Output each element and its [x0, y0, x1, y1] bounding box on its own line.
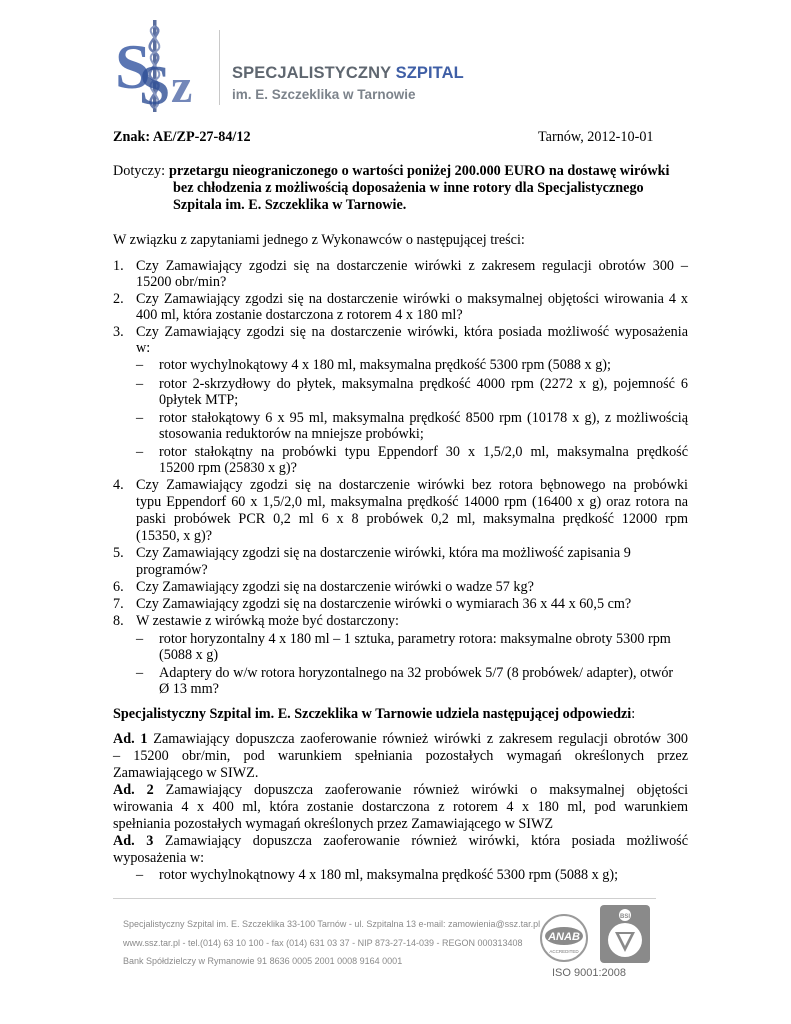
bullet-line: rotor wychylnokątowy 4 x 180 ml, maksymalna prędkość 5300 rpm (5088 x g);	[159, 357, 611, 373]
question-line: (15350, x g)?	[136, 528, 213, 544]
question-line: paski probówek PCR 0,2 ml 6 x 8 probówek 0,2 ml, maksymalna prędkość 12000 rpm	[136, 511, 688, 527]
answer-text: Zamawiający dopuszcza zaoferowanie również wirówki o maksymalnej objętości	[153, 782, 689, 798]
bullet-dash: –	[136, 444, 144, 460]
subject-line: Szpitala im. E. Szczeklika w Tarnowie.	[173, 197, 407, 213]
question-number: 3.	[113, 324, 124, 340]
question-line: Czy Zamawiający zgodzi się na dostarczenie wirówki o wadze 57 kg?	[136, 579, 534, 595]
question-line: w:	[136, 340, 151, 356]
bullet-dash: –	[136, 867, 144, 883]
answer-text: Zamawiający dopuszcza zaoferowanie również wirówki z zakresem regulacji obrotów 300	[147, 731, 688, 747]
question-number: 7.	[113, 596, 124, 612]
answers-heading-text: Specjalistyczny Szpital im. E. Szczeklika w Tarnowie udziela następującej odpowiedzi	[113, 706, 632, 722]
logo-divider	[219, 30, 220, 105]
answer-label: Ad. 1	[113, 731, 148, 747]
anab-accredited-icon	[541, 915, 587, 961]
svg-text:S: S	[139, 55, 171, 117]
bullet-dash: –	[136, 376, 144, 392]
answers-heading	[113, 706, 635, 723]
question-number: 6.	[113, 579, 124, 595]
footer-divider	[113, 898, 656, 899]
question-number: 1.	[113, 258, 124, 274]
question-line: 400 ml, która zostanie dostarczona z rotorem 4 x 180 ml?	[136, 307, 463, 323]
hospital-name-part2: SZPITAL	[395, 64, 464, 82]
question-line: Czy Zamawiający zgodzi się na dostarczenie wirówki bez rotora bębnowego na probówki	[136, 477, 688, 493]
answer-line	[113, 782, 688, 799]
footer-contacts: www.ssz.tar.pl - tel.(014) 63 10 100 - fax (014) 631 03 37 - NIP 873-27-14-039 - REGON 000313408	[123, 938, 523, 948]
bullet-dash: –	[136, 665, 144, 681]
footer-bank: Bank Spółdzielczy w Rymanowie 91 8636 0005 2001 0008 9164 0001	[123, 956, 403, 966]
iso-standard: ISO 9001:2008	[552, 967, 627, 979]
bullet-line: rotor stałokątowy 6 x 95 ml, maksymalna prędkość 8500 rpm (10178 x g), z możliwością	[159, 410, 688, 426]
answer-line: Zamawiającego w SIWZ.	[113, 765, 259, 781]
document-date: Tarnów, 2012-10-01	[538, 129, 654, 145]
question-number: 4.	[113, 477, 124, 493]
subject-prefix: Dotyczy:	[113, 163, 166, 179]
bsi-certification-icon	[600, 905, 650, 963]
question-line: W zestawie z wirówką może być dostarczony:	[136, 613, 399, 629]
hospital-name-part1: SPECJALISTYCZNY	[232, 64, 396, 82]
bullet-dash: –	[136, 631, 144, 647]
answer-line	[113, 731, 688, 748]
answer-line	[113, 833, 688, 850]
bullet-line: rotor 2-skrzydłowy do płytek, maksymalna prędkość 4000 rpm (2272 x g), pojemność 6	[159, 376, 688, 392]
answer-line: spełniania pozostałych wymagań określonych przez Zamawiającego w SIWZ	[113, 816, 554, 832]
question-line: Czy Zamawiający zgodzi się na dostarczenie wirówki, która ma możliwość zapisania 9	[136, 545, 631, 561]
question-line: Czy Zamawiający zgodzi się na dostarczenie wirówki o maksymalnej objętości wirowania 4 x	[136, 291, 688, 307]
bullet-dash: –	[136, 357, 144, 373]
bullet-line: Adaptery do w/w rotora horyzontalnego na 32 probówek 5/7 (8 probówek/ adapter), otwór	[159, 665, 674, 681]
question-line: programów?	[136, 562, 208, 578]
bullet-line: rotor horyzontalny 4 x 180 ml – 1 sztuka, parametry rotora: maksymalne obroty 5300 rpm	[159, 631, 671, 647]
intro-text: W związku z zapytaniami jednego z Wykonawców o następującej treści:	[113, 232, 525, 248]
svg-text:z: z	[171, 60, 193, 113]
answers-heading-colon: :	[631, 706, 636, 722]
svg-text:S: S	[115, 31, 151, 102]
question-number: 2.	[113, 291, 124, 307]
bullet-line: rotor wychylnokątnowy 4 x 180 ml, maksymalna prędkość 5300 rpm (5088 x g);	[159, 867, 619, 883]
bullet-dash: –	[136, 410, 144, 426]
hospital-name	[232, 65, 464, 82]
anab-label: ANAB	[548, 931, 580, 943]
anab-sublabel: ACCREDITED	[549, 949, 579, 954]
subject-line: przetargu nieograniczonego o wartości poniżej 200.000 EURO na dostawę wirówki	[169, 163, 670, 179]
document-sign: Znak: AE/ZP-27-84/12	[113, 129, 251, 145]
question-line: Czy Zamawiający zgodzi się na dostarczenie wirówki z zakresem regulacji obrotów 300 –	[136, 258, 688, 274]
answer-line: – 15200 obr/min, pod warunkiem spełniania pozostałych wymagań określonych przez	[113, 748, 688, 764]
bullet-line: Ø 13 mm?	[159, 681, 219, 697]
hospital-subtitle: im. E. Szczeklika w Tarnowie	[232, 87, 416, 102]
answer-text: Zamawiający dopuszcza zaoferowanie również wirówki, która posiada możliwość	[153, 833, 689, 849]
bullet-line: stosowania reduktorów na mniejsze probówki;	[159, 426, 424, 442]
bullet-line: rotor stałokątny na probówki typu Eppendorf 30 x 1,5/2,0 ml, maksymalna prędkość	[159, 444, 688, 460]
bullet-line: 0płytek MTP;	[159, 392, 239, 408]
question-number: 8.	[113, 613, 124, 629]
question-line: Czy Zamawiający zgodzi się na dostarczenie wirówki, która posiada możliwość wyposażenia	[136, 324, 688, 340]
footer-address: Specjalistyczny Szpital im. E. Szczeklika 33-100 Tarnów - ul. Szpitalna 13 e-mail: zamowienia@ssz.tar.pl	[123, 919, 541, 929]
answer-line: wirowania 4 x 400 ml, która zostanie dostarczona z rotorem 4 x 180 ml, pod warunkiem	[113, 799, 688, 815]
answer-label: Ad. 2	[113, 782, 154, 798]
bullet-line: (5088 x g)	[159, 647, 219, 663]
answer-line: wyposażenia w:	[113, 850, 205, 866]
question-number: 5.	[113, 545, 124, 561]
bsi-label: BSI	[619, 914, 631, 920]
question-line: typu Eppendorf 60 x 1,5/2,0 ml, maksymalna prędkość 14000 rpm (16400 x g) oraz rotora na	[136, 494, 688, 510]
question-line: Czy Zamawiający zgodzi się na dostarczenie wirówki o wymiarach 36 x 44 x 60,5 cm?	[136, 596, 632, 612]
answer-label: Ad. 3	[113, 833, 154, 849]
question-line: 15200 obr/min?	[136, 274, 227, 290]
subject-line: bez chłodzenia z możliwością doposażenia w inne rotory dla Specjalistycznego	[173, 180, 644, 196]
bullet-line: 15200 rpm (25830 x g)?	[159, 460, 297, 476]
